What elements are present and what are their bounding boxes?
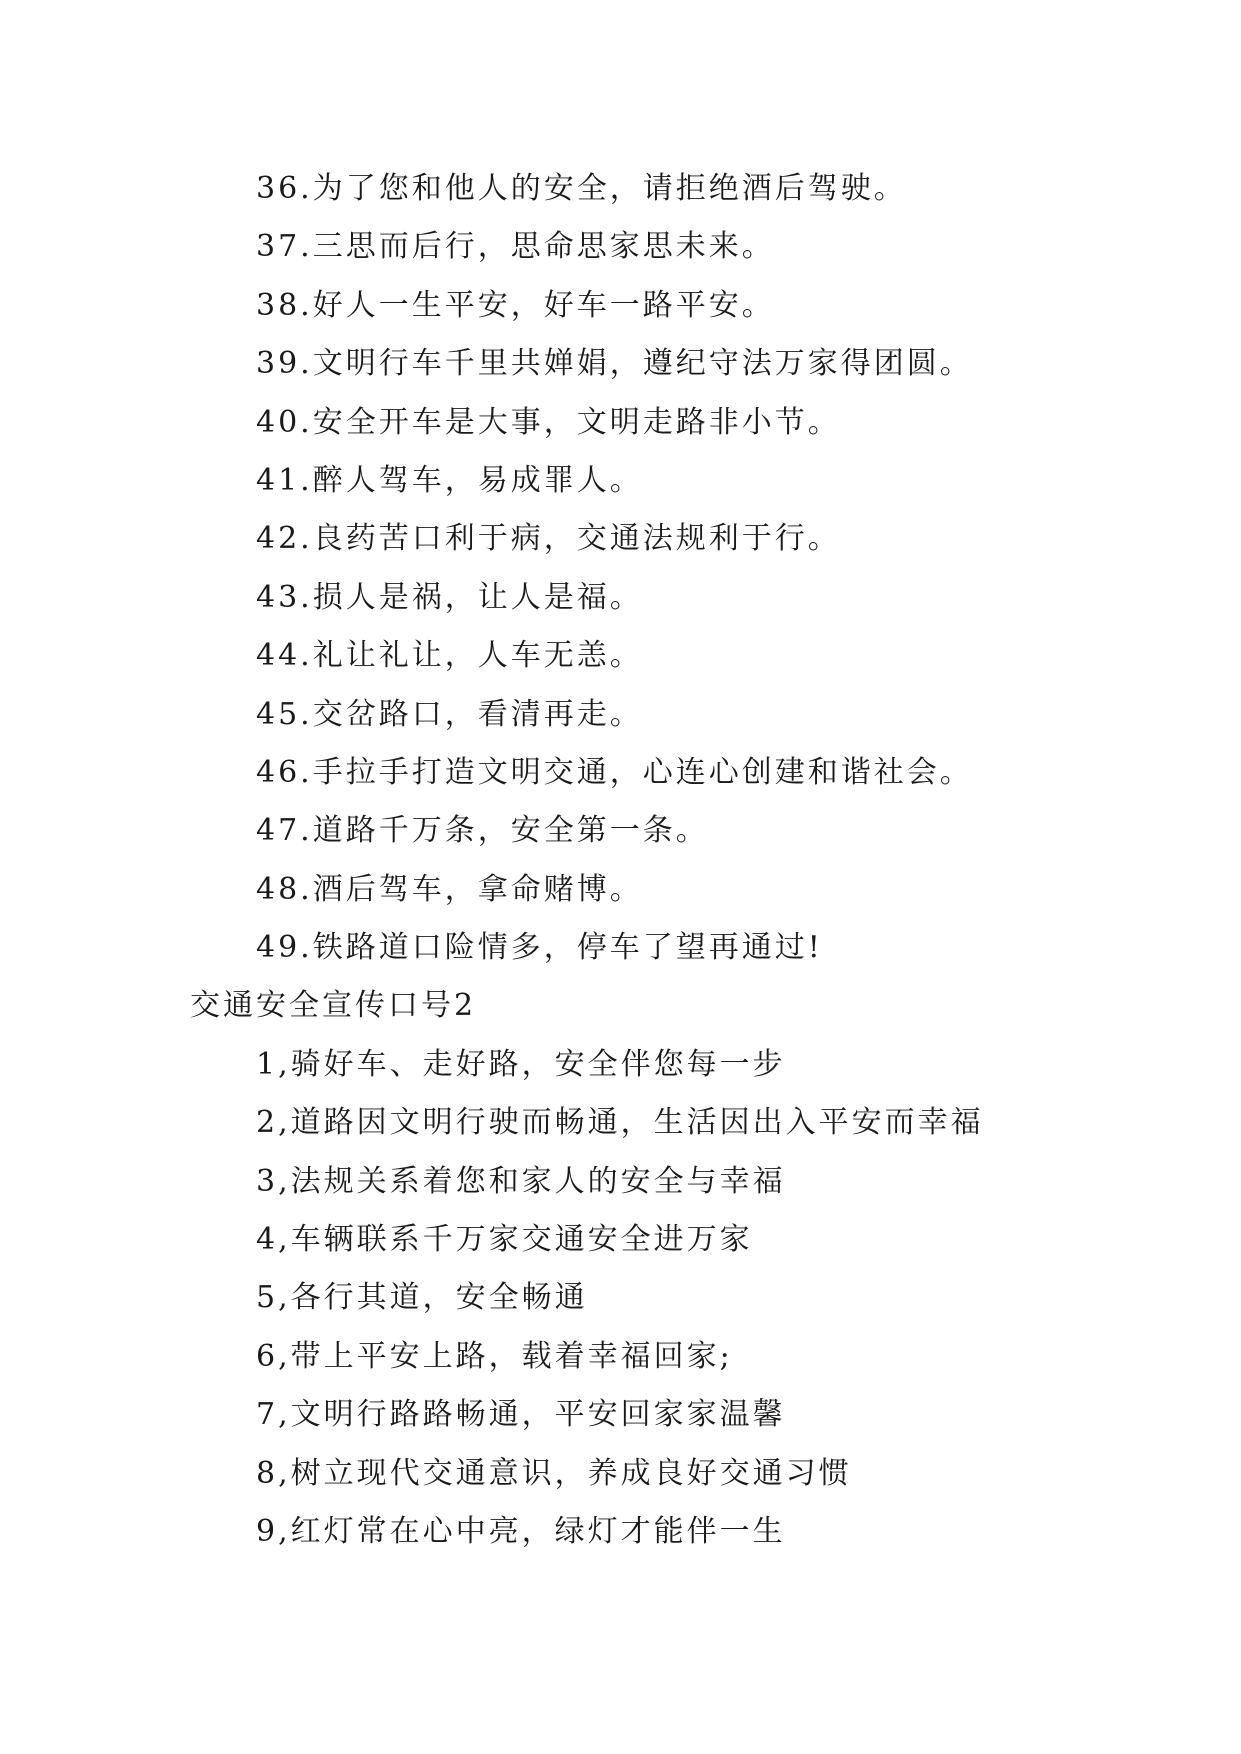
list-item: 2,道路因文明行驶而畅通，生活因出入平安而幸福 <box>256 1105 984 1141</box>
list-item: 47.道路千万条，安全第一条。 <box>256 813 709 849</box>
list-item: 49.铁路道口险情多，停车了望再通过! <box>256 930 823 966</box>
slogan-list <box>0 160 1241 1561</box>
list-item: 46.手拉手打造文明交通，心连心创建和谐社会。 <box>256 754 973 790</box>
list-item: 4,车辆联系千万家交通安全进万家 <box>256 1222 753 1258</box>
list-item: 7,文明行路路畅通，平安回家家温馨 <box>256 1397 786 1433</box>
list-item: 36.为了您和他人的安全，请拒绝酒后驾驶。 <box>256 171 907 206</box>
list-item: 1,骑好车、走好路，安全伴您每一步 <box>256 1046 786 1082</box>
list-item: 42.良药苦口利于病，交通法规利于行。 <box>256 521 841 557</box>
list-item: 43.损人是祸，让人是福。 <box>256 579 643 615</box>
list-item: 45.交岔路口，看清再走。 <box>256 696 643 732</box>
list-item: 37.三思而后行，思命思家思未来。 <box>256 229 775 265</box>
list-item: 3,法规关系着您和家人的安全与幸福 <box>256 1163 786 1199</box>
list-item: 38.好人一生平安，好车一路平安。 <box>256 287 775 323</box>
list-item: 40.安全开车是大事，文明走路非小节。 <box>256 404 841 440</box>
section-heading: 交通安全宣传口号2 <box>190 988 477 1024</box>
list-item: 5,各行其道，安全畅通 <box>256 1280 588 1316</box>
list-item: 41.醉人驾车，易成罪人。 <box>256 462 643 498</box>
list-item: 6,带上平安上路，载着幸福回家; <box>256 1338 733 1374</box>
list-item: 39.文明行车千里共婵娟，遵纪守法万家得团圆。 <box>256 346 973 382</box>
list-item: 8,树立现代交通意识，养成良好交通习惯 <box>256 1455 852 1491</box>
list-item: 48.酒后驾车，拿命赌博。 <box>256 871 643 907</box>
list-item: 44.礼让礼让，人车无恙。 <box>256 638 643 674</box>
list-item: 9,红灯常在心中亮，绿灯才能伴一生 <box>256 1513 786 1549</box>
